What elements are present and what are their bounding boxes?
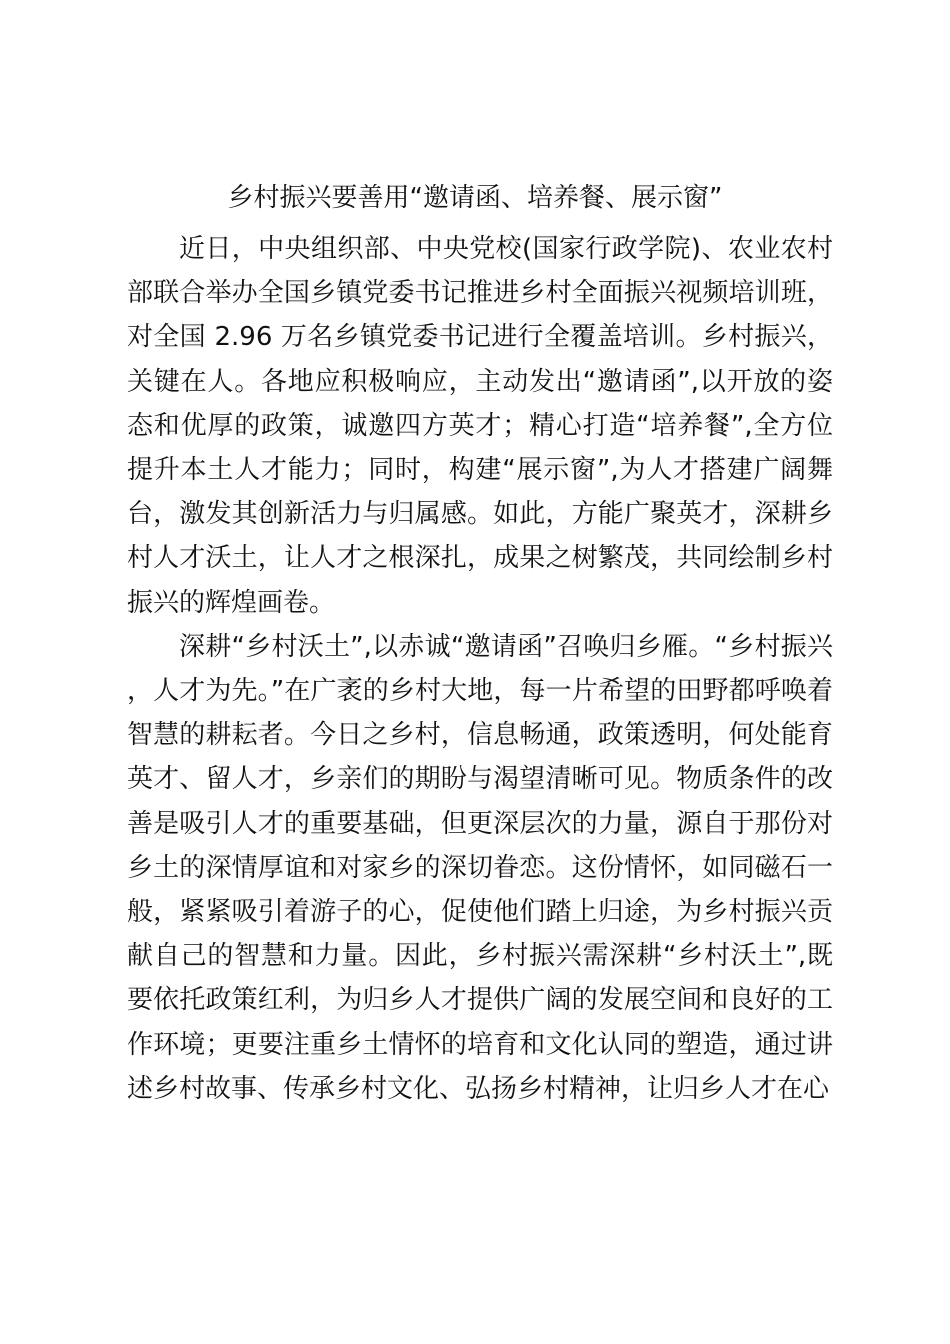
document-title: 乡村振兴要善用“邀请函、培养餐、展示窗” [227, 183, 723, 213]
document-body [127, 227, 833, 1111]
paragraph: 近日，中央组织部、中央党校(国家行政学院)、农业农村部联合举办全国乡镇党委书记推进乡村全面振兴视频培训班，对全国 2.96 万名乡镇党委书记进行全覆盖培训。乡村振兴，关键在人。各地应积极响应，主动发出“邀请函”,以开放的姿态和优厚的政策，诚邀四方英才；精心打造“培养餐”,全方位提升本土人才能力；同时，构建“展示窗”,为人才搭建广阔舞台，激发其创新活力与归属感。如此，方能广聚英才，深耕乡村人才沃土，让人才之根深扎，成果之树繁茂，共同绘制乡村振兴的辉煌画卷。 [127, 234, 833, 618]
paragraph: 深耕“乡村沃土”,以赤诚“邀请函”召唤归乡雁。“乡村振兴，人才为先。”在广袤的乡村大地，每一片希望的田野都呼唤着智慧的耕耘者。今日之乡村，信息畅通，政策透明，何处能育英才、留人才，乡亲们的期盼与渴望清晰可见。物质条件的改善是吸引人才的重要基础，但更深层次的力量，源自于那份对乡土的深情厚谊和对家乡的深切眷恋。这份情怀，如同磁石一般，紧紧吸引着游子的心，促使他们踏上归途，为乡村振兴贡献自己的智慧和力量。因此，乡村振兴需深耕“乡村沃土”,既要依托政策红利，为归乡人才提供广阔的发展空间和良好的工作环境；更要注重乡土情怀的培育和文化认同的塑造，通过讲述乡村故事、传承乡村文化、弘扬乡村精神，让归乡人才在心 [127, 631, 833, 1104]
